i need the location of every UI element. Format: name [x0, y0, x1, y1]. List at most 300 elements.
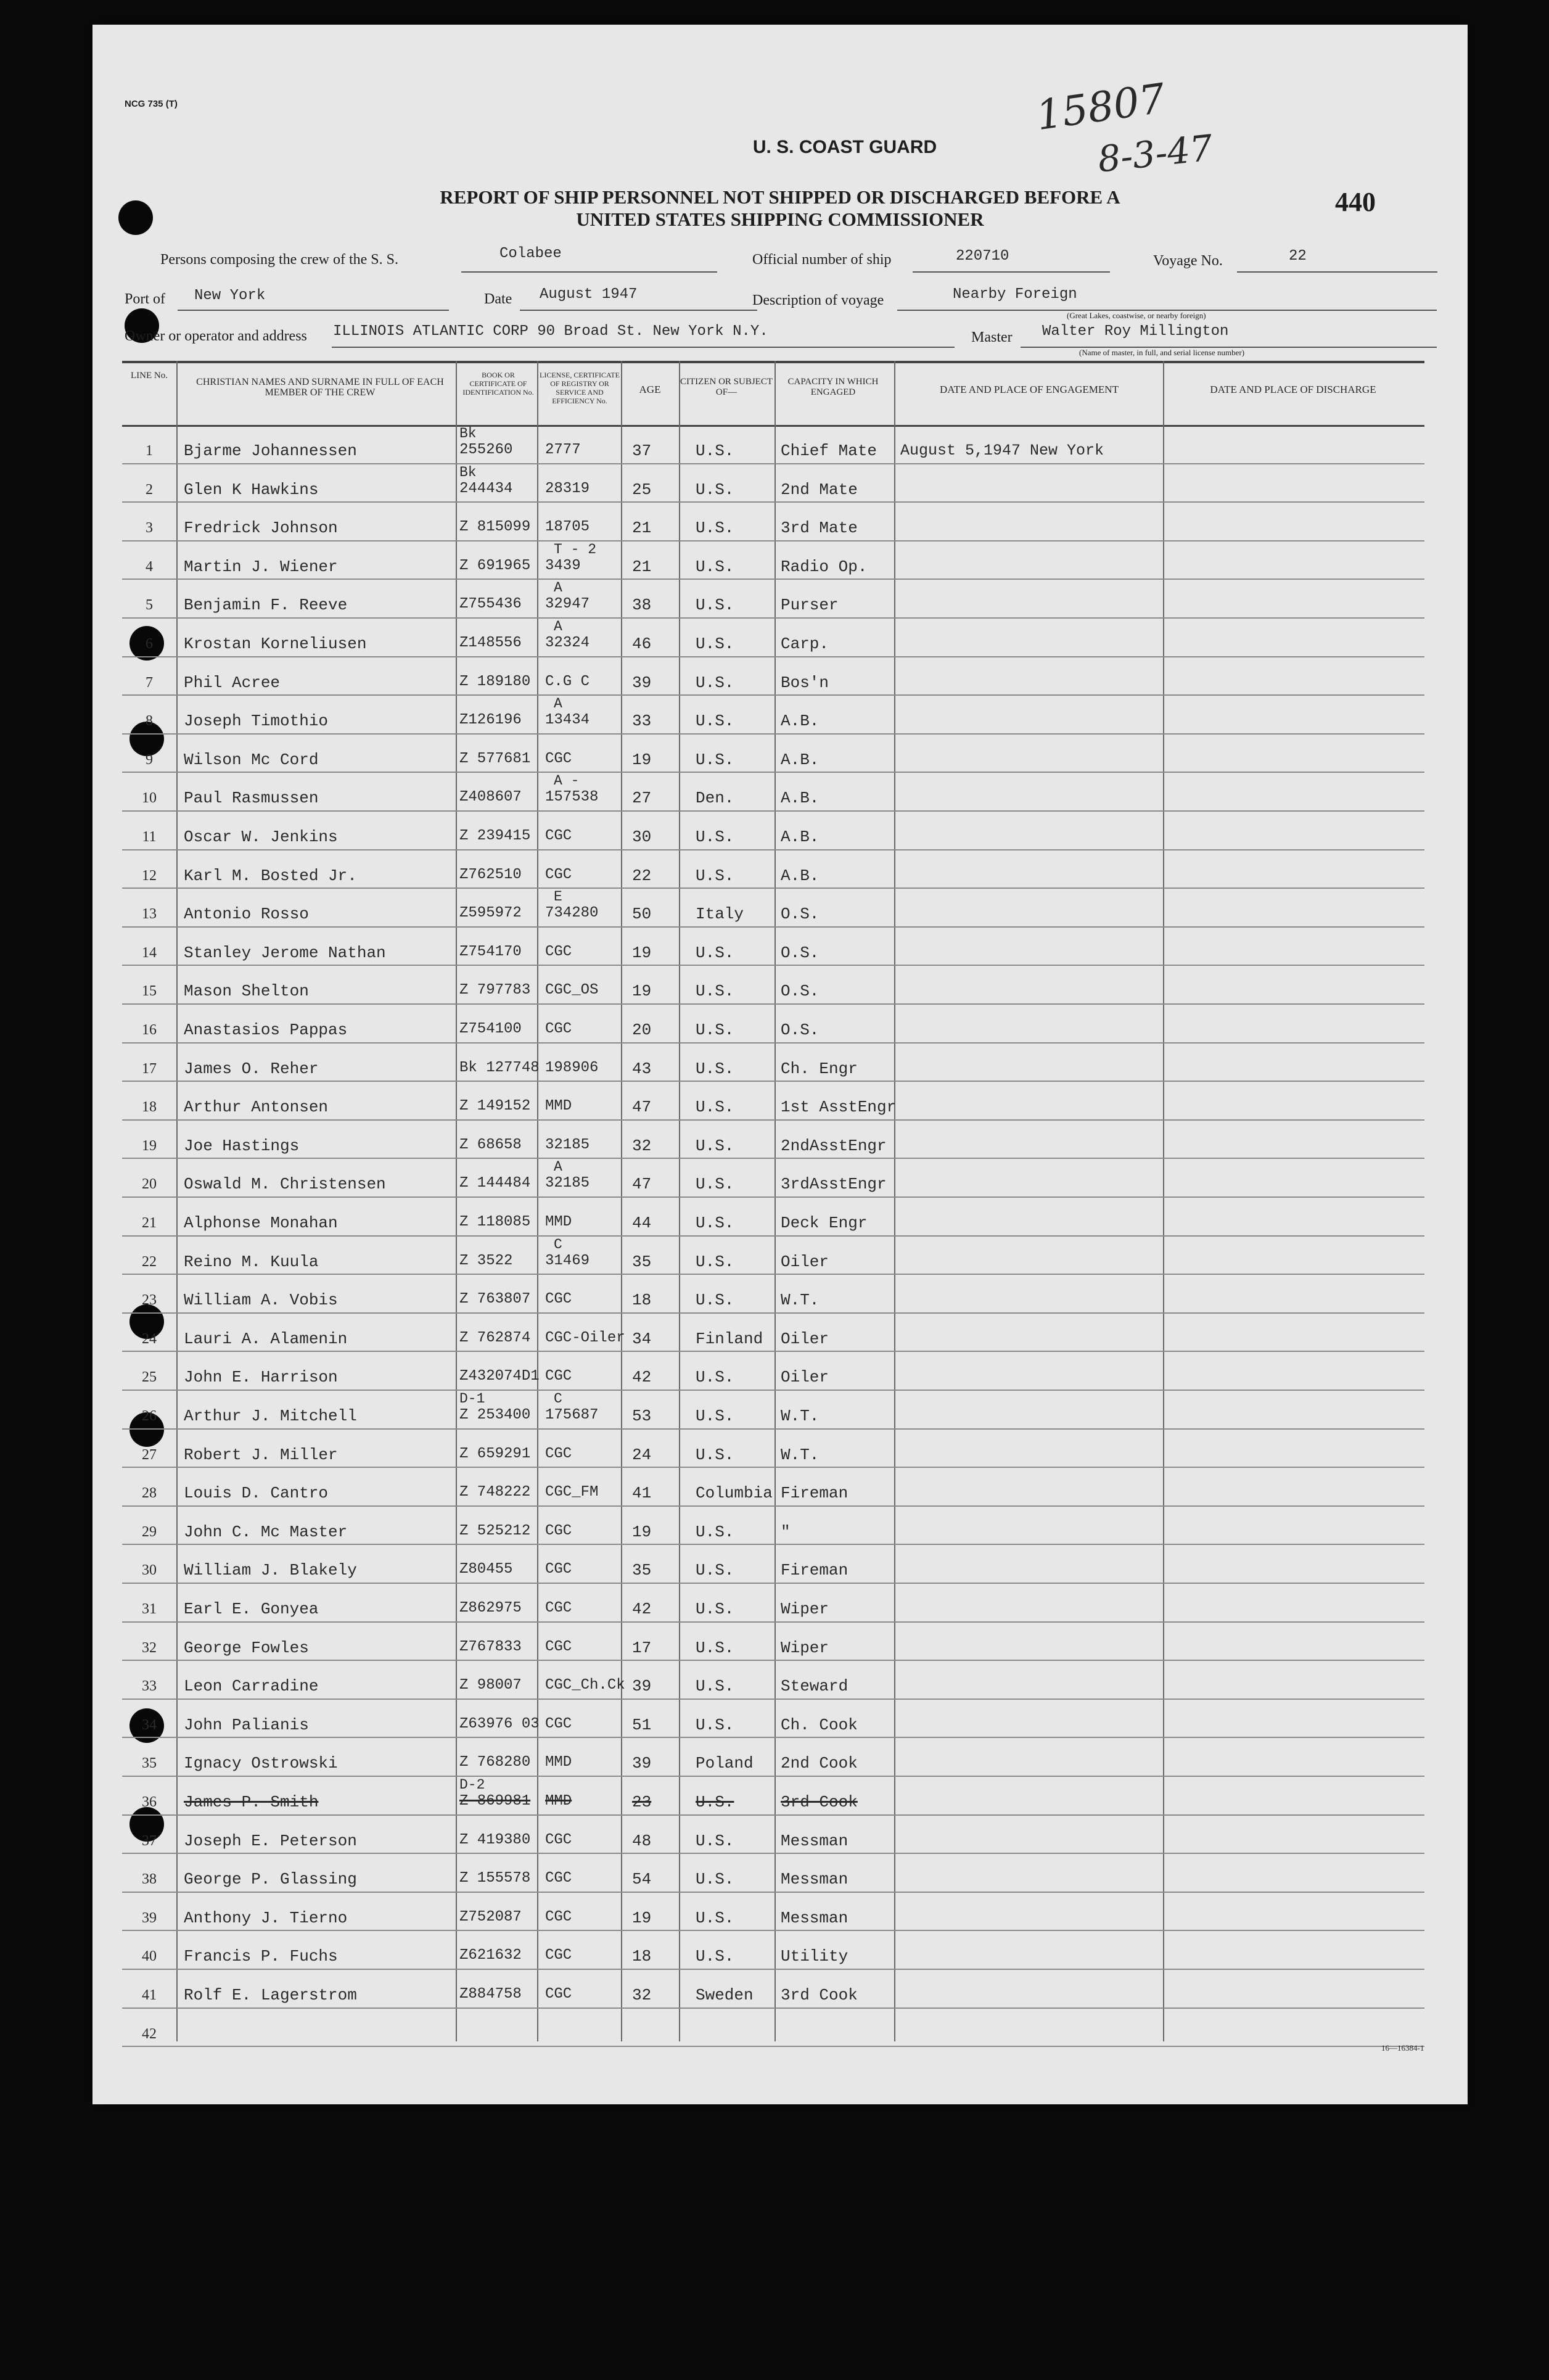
- cell-age: 19: [632, 750, 652, 769]
- cell-license: 2777: [545, 442, 581, 458]
- cell-license: CGC-Oiler: [545, 1329, 625, 1346]
- cell-name: Arthur Antonsen: [184, 1098, 329, 1117]
- cell-license: 198906: [545, 1059, 599, 1076]
- cell-license: CGC: [545, 1908, 572, 1925]
- cell-book: Z432074D1: [459, 1368, 540, 1385]
- table-row: [122, 1312, 1424, 1353]
- line-number: 40: [142, 1948, 157, 1965]
- cell-capacity: O.S.: [781, 943, 820, 962]
- cell-capacity: A.B.: [781, 750, 820, 769]
- cell-age: 35: [632, 1561, 652, 1580]
- cell-name: Francis P. Fuchs: [184, 1947, 338, 1966]
- cell-age: 18: [632, 1291, 652, 1310]
- cell-citizen: U.S.: [696, 866, 734, 885]
- master-label: Master: [971, 329, 1013, 345]
- cell-age: 32: [632, 1136, 652, 1155]
- line-number: 9: [146, 751, 153, 768]
- crew-table: [122, 361, 1424, 2041]
- report-title-line1: REPORT OF SHIP PERSONNEL NOT SHIPPED OR DISCHARGED BEFORE A: [440, 186, 1120, 208]
- cell-book: Z754100: [459, 1021, 522, 1037]
- cell-capacity: Chief Mate: [781, 442, 877, 460]
- crew-underline: [461, 271, 717, 273]
- cell-age: 38: [632, 596, 652, 615]
- cell-license-top: E: [554, 889, 562, 905]
- cell-citizen: U.S.: [696, 596, 734, 615]
- table-row: [122, 2007, 1424, 2048]
- cell-citizen: U.S.: [696, 1021, 734, 1039]
- line-number: 25: [142, 1369, 157, 1386]
- cell-book-top: Bk: [459, 426, 477, 442]
- table-row: [122, 1081, 1424, 1121]
- cell-book: Z 253400: [459, 1407, 531, 1423]
- official-number-underline: [913, 271, 1110, 273]
- cell-license: 28319: [545, 480, 590, 497]
- table-row: [122, 1351, 1424, 1391]
- header-capacity: CAPACITY IN WHICH ENGAGED: [787, 377, 879, 397]
- cell-age: 24: [632, 1445, 652, 1464]
- cell-engagement: August 5,1947 New York: [900, 442, 1104, 459]
- cell-license: 32185: [545, 1175, 590, 1192]
- table-row: [122, 849, 1424, 889]
- cell-capacity: O.S.: [781, 905, 820, 924]
- cell-citizen: U.S.: [696, 1252, 734, 1271]
- line-number: 21: [142, 1215, 157, 1231]
- cell-age: 18: [632, 1947, 652, 1966]
- cell-license: CGC_FM: [545, 1484, 599, 1501]
- port-underline: [178, 310, 449, 311]
- date-underline: [520, 310, 757, 311]
- cell-license: CGC: [545, 1600, 572, 1616]
- cell-license: CGC: [545, 1986, 572, 2003]
- cell-book: Z862975: [459, 1600, 522, 1616]
- cell-age: 21: [632, 557, 652, 576]
- cell-age: 19: [632, 1908, 652, 1927]
- cell-age: 42: [632, 1368, 652, 1387]
- crew-value: Colabee: [499, 245, 562, 262]
- cell-capacity: Oiler: [781, 1329, 829, 1348]
- cell-age: 48: [632, 1831, 652, 1850]
- cell-name: William J. Blakely: [184, 1561, 357, 1580]
- cell-license: CGC: [545, 750, 572, 767]
- table-row: [122, 1776, 1424, 1816]
- line-number: 24: [142, 1330, 157, 1347]
- cell-age: 39: [632, 673, 652, 692]
- cell-license: 32324: [545, 635, 590, 651]
- table-row: [122, 1853, 1424, 1893]
- cell-capacity: Messman: [781, 1870, 848, 1889]
- line-number: 20: [142, 1176, 157, 1193]
- cell-book: Z752087: [459, 1908, 522, 1925]
- cell-capacity: 2nd Mate: [781, 480, 858, 499]
- voyage-label: Voyage No.: [1153, 253, 1223, 269]
- footer-code: 16—16384-1: [1381, 2043, 1424, 2053]
- cell-name: Robert J. Miller: [184, 1445, 338, 1464]
- cell-license: CGC: [545, 1445, 572, 1462]
- cell-name: Benjamin F. Reeve: [184, 596, 348, 615]
- cell-name: Paul Rasmussen: [184, 789, 319, 808]
- owner-underline: [332, 347, 955, 348]
- cell-license: 734280: [545, 905, 599, 922]
- cell-age: 19: [632, 982, 652, 1001]
- line-number: 35: [142, 1755, 157, 1772]
- cell-citizen: U.S.: [696, 1522, 734, 1541]
- header-name: CHRISTIAN NAMES AND SURNAME IN FULL OF EACH MEMBER OF THE CREW: [196, 377, 444, 398]
- cell-citizen: U.S.: [696, 943, 734, 962]
- cell-book: Z 525212: [459, 1522, 531, 1539]
- cell-book: Z 118085: [459, 1214, 531, 1230]
- cell-name: Joe Hastings: [184, 1136, 300, 1155]
- cell-license-top: C: [554, 1391, 562, 1407]
- cell-license: CGC: [545, 1291, 572, 1308]
- cell-name: Rolf E. Lagerstrom: [184, 1986, 357, 2004]
- cell-book: Z 144484: [459, 1175, 531, 1192]
- table-row: [122, 1544, 1424, 1584]
- report-title-line2: UNITED STATES SHIPPING COMMISSIONER: [576, 208, 984, 230]
- table-row: [122, 1274, 1424, 1314]
- cell-book: Z 797783: [459, 982, 531, 999]
- cell-book: Z767833: [459, 1638, 522, 1655]
- table-row: [122, 1505, 1424, 1546]
- cell-name: Krostan Korneliusen: [184, 635, 367, 653]
- cell-license: 13434: [545, 712, 590, 729]
- cell-book: Z 239415: [459, 828, 531, 844]
- line-number: 29: [142, 1523, 157, 1540]
- cell-capacity: Wiper: [781, 1600, 829, 1618]
- cell-capacity: Utility: [781, 1947, 848, 1966]
- table-row: [122, 617, 1424, 657]
- master-hint: (Name of master, in full, and serial license number): [1079, 348, 1245, 357]
- cell-citizen: U.S.: [696, 1098, 734, 1117]
- cell-book: Z 748222: [459, 1484, 531, 1501]
- cell-license-top: A: [554, 1159, 562, 1176]
- cell-citizen: U.S.: [696, 828, 734, 846]
- table-row: [122, 733, 1424, 773]
- cell-book: Z 419380: [459, 1831, 531, 1848]
- table-row: [122, 1930, 1424, 1970]
- cell-age: 37: [632, 442, 652, 460]
- cell-capacity: A.B.: [781, 828, 820, 846]
- line-number: 27: [142, 1446, 157, 1463]
- cell-name: Joseph E. Peterson: [184, 1831, 357, 1850]
- cell-age: 34: [632, 1329, 652, 1348]
- table-row: [122, 772, 1424, 812]
- line-number: 18: [142, 1099, 157, 1116]
- cell-book: Z 189180: [459, 673, 531, 690]
- line-number: 12: [142, 867, 157, 884]
- line-number: 19: [142, 1137, 157, 1154]
- cell-book-top: D-2: [459, 1777, 485, 1793]
- cell-book-top: D-1: [459, 1391, 485, 1407]
- cell-age: 42: [632, 1600, 652, 1618]
- cell-capacity: Messman: [781, 1908, 848, 1927]
- description-label: Description of voyage: [752, 292, 884, 308]
- line-number: 34: [142, 1716, 157, 1733]
- line-number: 1: [146, 443, 153, 459]
- cell-capacity: 2nd Cook: [781, 1754, 858, 1773]
- cell-citizen: U.S.: [696, 519, 734, 538]
- table-row: [122, 1699, 1424, 1739]
- cell-capacity: Fireman: [781, 1561, 848, 1580]
- cell-license: MMD: [545, 1098, 572, 1115]
- cell-book: Z80455: [459, 1561, 513, 1578]
- cell-capacity: Wiper: [781, 1638, 829, 1657]
- cell-book: Z 68658: [459, 1136, 522, 1153]
- table-row: [122, 1892, 1424, 1932]
- cell-capacity: 3rd Mate: [781, 519, 858, 538]
- line-number: 4: [146, 558, 153, 575]
- table-row: [122, 887, 1424, 928]
- line-number: 33: [142, 1678, 157, 1695]
- cell-citizen: U.S.: [696, 1136, 734, 1155]
- cell-age: 19: [632, 1522, 652, 1541]
- cell-citizen: U.S.: [696, 1214, 734, 1232]
- cell-age: 21: [632, 519, 652, 538]
- cell-citizen: U.S.: [696, 1908, 734, 1927]
- cell-capacity: 1st AsstEngr: [781, 1098, 897, 1117]
- cell-name: William A. Vobis: [184, 1291, 338, 1310]
- cell-age: 20: [632, 1021, 652, 1039]
- cell-citizen: Den.: [696, 789, 734, 808]
- cell-book: Z 3522: [459, 1252, 513, 1269]
- line-number: 36: [142, 1794, 157, 1810]
- cell-license: 18705: [545, 519, 590, 536]
- cell-capacity: Radio Op.: [781, 557, 868, 576]
- line-number: 28: [142, 1485, 157, 1502]
- cell-book: Z63976 03: [459, 1715, 540, 1732]
- cell-citizen: U.S.: [696, 442, 734, 460]
- line-number: 3: [146, 520, 153, 537]
- line-number: 7: [146, 674, 153, 691]
- line-number: 32: [142, 1639, 157, 1656]
- line-number: 11: [142, 829, 157, 845]
- cell-capacity: 3rdAsstEngr: [781, 1175, 887, 1194]
- cell-name: John C. Mc Master: [184, 1522, 348, 1541]
- table-row: [122, 424, 1424, 464]
- cell-book: Z762510: [459, 866, 522, 883]
- cell-capacity: O.S.: [781, 982, 820, 1001]
- cell-capacity: Deck Engr: [781, 1214, 868, 1232]
- cell-citizen: U.S.: [696, 1677, 734, 1696]
- cell-book: Z595972: [459, 905, 522, 922]
- cell-license: 32185: [545, 1136, 590, 1153]
- cell-citizen: U.S.: [696, 1600, 734, 1618]
- crew-label: Persons composing the crew of the S. S.: [160, 252, 398, 268]
- cell-citizen: Italy: [696, 905, 744, 924]
- cell-name: Karl M. Bosted Jr.: [184, 866, 357, 885]
- cell-license: CGC: [545, 943, 572, 960]
- cell-book: 255260: [459, 442, 513, 458]
- table-row: [122, 579, 1424, 619]
- cell-age: 22: [632, 866, 652, 885]
- cell-age: 17: [632, 1638, 652, 1657]
- header-line-no: LINE No.: [131, 371, 168, 381]
- cell-license: C.G C: [545, 673, 590, 690]
- line-number: 5: [146, 597, 153, 614]
- cell-age: 33: [632, 712, 652, 731]
- cell-book: Z 768280: [459, 1754, 531, 1771]
- cell-license: CGC_Ch.Ck: [545, 1677, 625, 1694]
- cell-name: Mason Shelton: [184, 982, 309, 1001]
- cell-citizen: U.S.: [696, 1831, 734, 1850]
- cell-citizen: U.S.: [696, 1368, 734, 1387]
- cell-citizen: U.S.: [696, 1291, 734, 1310]
- table-row: [122, 926, 1424, 966]
- cell-name: Martin J. Wiener: [184, 557, 338, 576]
- line-number: 13: [142, 906, 157, 923]
- cell-name: Oscar W. Jenkins: [184, 828, 338, 846]
- cell-license: CGC: [545, 866, 572, 883]
- table-row: [122, 1660, 1424, 1700]
- cell-book: Bk 127748: [459, 1059, 540, 1076]
- cell-name: John E. Harrison: [184, 1368, 338, 1387]
- cell-book: Z 155578: [459, 1870, 531, 1887]
- cell-license: CGC: [545, 1715, 572, 1732]
- cell-citizen: Columbia: [696, 1484, 773, 1503]
- line-number: 31: [142, 1601, 157, 1617]
- line-number: 8: [146, 713, 153, 730]
- cell-book: Z 149152: [459, 1098, 531, 1115]
- line-number: 38: [142, 1871, 157, 1888]
- cell-capacity: W.T.: [781, 1407, 820, 1425]
- cell-name: Oswald M. Christensen: [184, 1175, 386, 1194]
- cell-name: Leon Carradine: [184, 1677, 319, 1696]
- cell-book: Z 815099: [459, 519, 531, 536]
- cell-capacity: Carp.: [781, 635, 829, 653]
- cell-name: George Fowles: [184, 1638, 309, 1657]
- cell-book: Z408607: [459, 789, 522, 806]
- table-row: [122, 1814, 1424, 1855]
- cell-age: 35: [632, 1252, 652, 1271]
- cell-book: Z 869981: [459, 1793, 531, 1810]
- cell-book: Z126196: [459, 712, 522, 729]
- cell-license: CGC: [545, 1831, 572, 1848]
- cell-citizen: U.S.: [696, 1870, 734, 1889]
- cell-age: 41: [632, 1484, 652, 1503]
- line-number: 10: [142, 790, 157, 807]
- cell-license: MMD: [545, 1214, 572, 1230]
- table-row: [122, 1158, 1424, 1198]
- cell-age: 47: [632, 1175, 652, 1194]
- port-value: New York: [194, 287, 266, 304]
- cell-license: CGC: [545, 828, 572, 844]
- cell-age: 30: [632, 828, 652, 846]
- table-row: [122, 1390, 1424, 1430]
- header-engagement: DATE AND PLACE OF ENGAGEMENT: [940, 384, 1119, 395]
- cell-age: 54: [632, 1870, 652, 1889]
- cell-book-top: Bk: [459, 464, 477, 480]
- cell-capacity: Ch. Engr: [781, 1059, 858, 1078]
- cell-name: Ignacy Ostrowski: [184, 1754, 338, 1773]
- cell-capacity: ": [781, 1522, 791, 1541]
- cell-book: Z 659291: [459, 1445, 531, 1462]
- table-row: [122, 1003, 1424, 1044]
- handwritten-number: 15807: [1033, 74, 1169, 140]
- table-row: [122, 463, 1424, 503]
- cell-license: CGC: [545, 1522, 572, 1539]
- line-number: 37: [142, 1832, 157, 1849]
- cell-age: 44: [632, 1214, 652, 1232]
- cell-name: Joseph Timothio: [184, 712, 329, 731]
- official-number-label: Official number of ship: [752, 252, 892, 268]
- cell-citizen: U.S.: [696, 635, 734, 653]
- table-row: [122, 694, 1424, 735]
- cell-name: Reino M. Kuula: [184, 1252, 319, 1271]
- cell-license-top: A: [554, 696, 562, 712]
- cell-citizen: U.S.: [696, 1947, 734, 1966]
- table-row: [122, 965, 1424, 1005]
- master-value: Walter Roy Millington: [1042, 323, 1229, 340]
- cell-capacity: Oiler: [781, 1368, 829, 1387]
- cell-age: 47: [632, 1098, 652, 1117]
- cell-capacity: 3rd Cook: [781, 1793, 858, 1811]
- header-age: AGE: [639, 384, 661, 395]
- cell-age: 53: [632, 1407, 652, 1425]
- cell-citizen: U.S.: [696, 1715, 734, 1734]
- cell-book: Z884758: [459, 1986, 522, 2003]
- cell-citizen: U.S.: [696, 1175, 734, 1194]
- cell-name: Earl E. Gonyea: [184, 1600, 319, 1618]
- cell-age: 27: [632, 789, 652, 808]
- cell-license: MMD: [545, 1754, 572, 1771]
- agency-heading: U. S. COAST GUARD: [752, 137, 937, 157]
- cell-age: 46: [632, 635, 652, 653]
- table-row: [122, 1235, 1424, 1275]
- cell-name: Alphonse Monahan: [184, 1214, 338, 1232]
- line-number: 30: [142, 1562, 157, 1579]
- cell-citizen: U.S.: [696, 1059, 734, 1078]
- cell-capacity: Oiler: [781, 1252, 829, 1271]
- cell-license: 157538: [545, 789, 599, 806]
- line-number: 15: [142, 983, 157, 1000]
- cell-license: CGC_OS: [545, 982, 599, 999]
- cell-name: Louis D. Cantro: [184, 1484, 329, 1503]
- table-row: [122, 1583, 1424, 1623]
- table-header: [122, 361, 1424, 427]
- cell-book: Z 691965: [459, 557, 531, 574]
- line-number: 42: [142, 2025, 157, 2042]
- cell-name: George P. Glassing: [184, 1870, 357, 1889]
- cell-book: Z 763807: [459, 1291, 531, 1308]
- cell-citizen: U.S.: [696, 1407, 734, 1425]
- table-row: [122, 1621, 1424, 1661]
- cell-name: Anthony J. Tierno: [184, 1908, 348, 1927]
- table-row: [122, 1196, 1424, 1237]
- cell-capacity: A.B.: [781, 866, 820, 885]
- date-value: August 1947: [540, 286, 638, 303]
- cell-citizen: U.S.: [696, 712, 734, 731]
- cell-citizen: U.S.: [696, 1638, 734, 1657]
- line-number: 2: [146, 481, 153, 498]
- cell-age: 32: [632, 1986, 652, 2004]
- voyage-underline: [1237, 271, 1437, 273]
- cell-book: Z755436: [459, 596, 522, 613]
- owner-value: ILLINOIS ATLANTIC CORP 90 Broad St. New York N.Y.: [333, 323, 768, 340]
- cell-name: Glen K Hawkins: [184, 480, 319, 499]
- cell-age: 23: [632, 1793, 652, 1811]
- cell-capacity: A.B.: [781, 712, 820, 731]
- line-number: 23: [142, 1292, 157, 1309]
- cell-citizen: Sweden: [696, 1986, 754, 2004]
- cell-book: Z 762874: [459, 1329, 531, 1346]
- official-number-value: 220710: [956, 248, 1009, 265]
- port-label: Port of: [125, 291, 165, 307]
- cell-name: James O. Reher: [184, 1059, 319, 1078]
- table-row: [122, 540, 1424, 580]
- cell-license: CGC: [545, 1368, 572, 1385]
- table-row: [122, 810, 1424, 850]
- cell-citizen: U.S.: [696, 750, 734, 769]
- cell-age: 43: [632, 1059, 652, 1078]
